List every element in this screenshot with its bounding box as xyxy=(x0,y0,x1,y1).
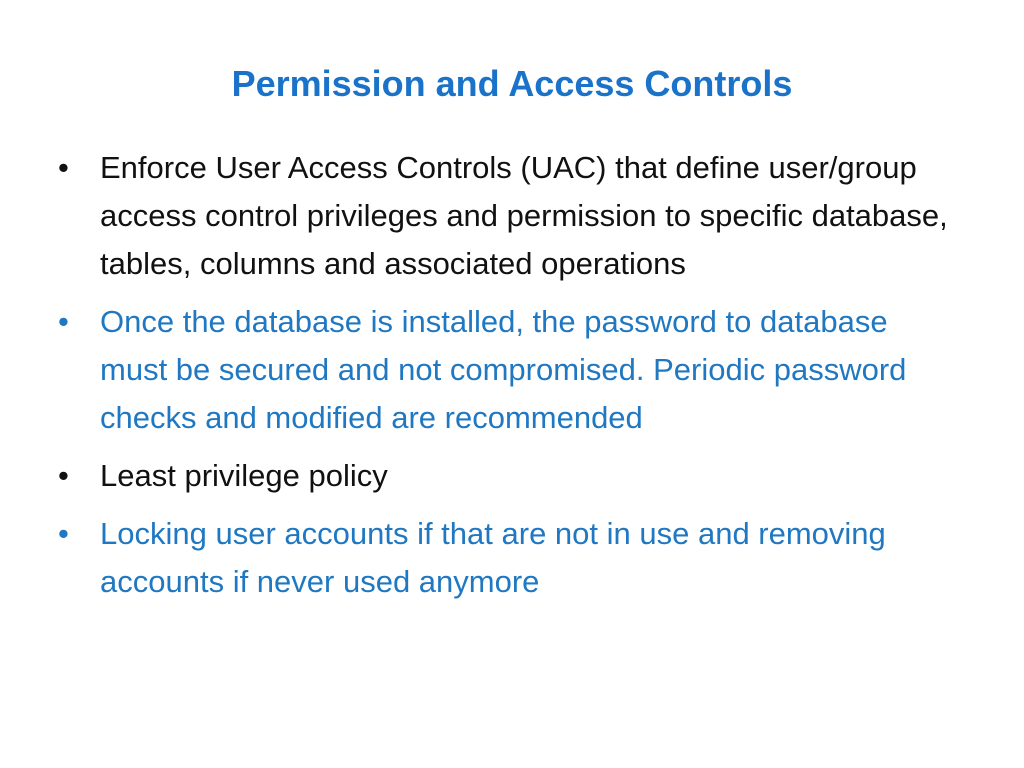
bullet-text: Locking user accounts if that are not in use and removing accounts if never used anymore xyxy=(100,516,886,599)
bullet-text: Once the database is installed, the password to database must be secured and not compromised. Periodic password checks and modified are recommended xyxy=(100,304,907,435)
bullet-icon: • xyxy=(58,516,69,551)
bullet-item-uac xyxy=(58,144,958,288)
bullet-text: Least privilege policy xyxy=(100,458,388,493)
bullet-icon: • xyxy=(58,150,69,185)
bullet-text: Enforce User Access Controls (UAC) that define user/group access control privileges and permission to specific database, tables, columns and associated operations xyxy=(100,150,948,281)
bullet-icon: • xyxy=(58,304,69,339)
bullet-item-locking-accounts xyxy=(58,510,958,606)
bullet-list xyxy=(58,144,958,616)
bullet-item-least-privilege xyxy=(58,452,958,500)
bullet-item-password xyxy=(58,298,958,442)
bullet-icon: • xyxy=(58,458,69,493)
slide-title: Permission and Access Controls xyxy=(231,63,793,104)
